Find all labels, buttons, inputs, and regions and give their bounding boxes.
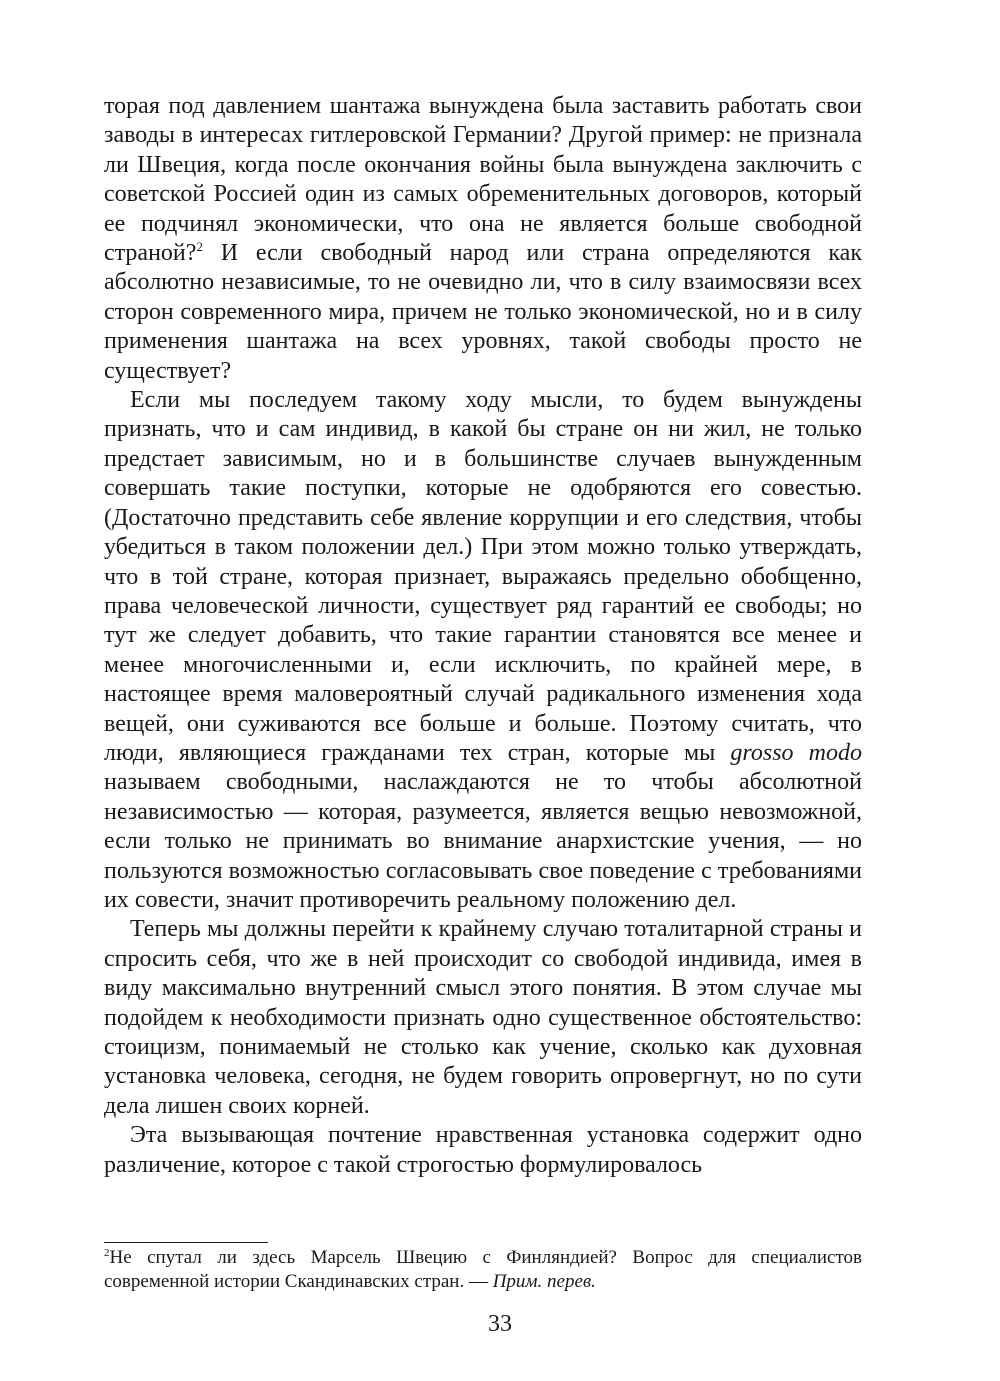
footnote-separator [104, 1242, 268, 1243]
paragraph-1-text-a: торая под давлением шантажа вынуждена была заставить работать свои заводы в интересах гитлеровской Германии? Другой пример: не признала ли Швеция, когда после окончания войны была вынуждена заключить с советской Россией один из самых обременительных договоров, который ее подчинял экономически, что она не является больше свободной страной? [104, 93, 862, 267]
footnote-marker: 2 [104, 1247, 110, 1259]
page-number: 33 [488, 1311, 512, 1337]
latin-phrase: grosso modo [730, 739, 862, 766]
paragraph-2-text-a: Если мы последуем такому ходу мысли, то будем вынуждены признать, что и сам индивид, в какой бы стране он ни жил, не только предстает зависимым, но и в большинстве случаев вынужденным совершать такие поступки, которые не одобряются его совестью. (Достаточно представить себе явление коррупции и его следствия, чтобы убедиться в таком положении дел.) При этом можно только утверждать, что в той стране, которая признает, выражаясь предельно обобщенно, права человеческой личности, существует ряд гарантий ее свободы; но тут же следует добавить, что такие гарантии становятся все менее и менее многочисленными и, если исключить, по крайней мере, в настоящее время маловероятный случай радикального изменения хода вещей, они суживаются все больше и больше. Поэтому считать, что люди, являющиеся гражданами тех стран, которые мы [104, 387, 862, 766]
footnote-reference[interactable]: 2 [196, 239, 203, 255]
paragraph-3: Теперь мы должны перейти к крайнему случаю тоталитарной страны и спросить себя, что же в ней происходит со свободой индивида, имея в виду максимально внутренний смысл этого понятия. В этом случае мы подойдем к необходимости признать одно существенное обстоятельство: стоицизм, понимаемый не столько как учение, сколько как духовная установка человека, сегодня, не будем говорить опровергнут, но по сути дела лишен своих корней. [104, 916, 862, 1119]
main-text [104, 92, 862, 1180]
paragraph-2 [104, 386, 862, 915]
translator-note-label: Прим. перев. [492, 1271, 596, 1292]
footnote-text: Не спутал ли здесь Марсель Швецию с Финляндией? Вопрос для специалистов современной истории Скандинавских стран. — [104, 1247, 862, 1292]
footnote [104, 1246, 862, 1294]
paragraph-4: Эта вызывающая почтение нравственная установка содержит одно различение, которое с такой строгостью формулировалось [104, 1122, 862, 1178]
paragraph-1-text-b: И если свободный народ или страна определяются как абсолютно независимые, то не очевидно ли, что в силу взаимосвязи всех сторон современного мира, причем не только экономической, но и в силу применения шантажа на всех уровнях, такой свободы просто не существует? [104, 240, 862, 384]
paragraph-2-text-b: называем свободными, наслаждаются не то чтобы абсолютной независимостью — которая, разумеется, является вещью невозможной, если только не принимать во внимание анархистские учения, — но пользуются возможностью согласовывать свое поведение с требованиями их совести, значит противоречить реальному положению дел. [104, 769, 862, 913]
paragraph-1 [104, 92, 862, 386]
